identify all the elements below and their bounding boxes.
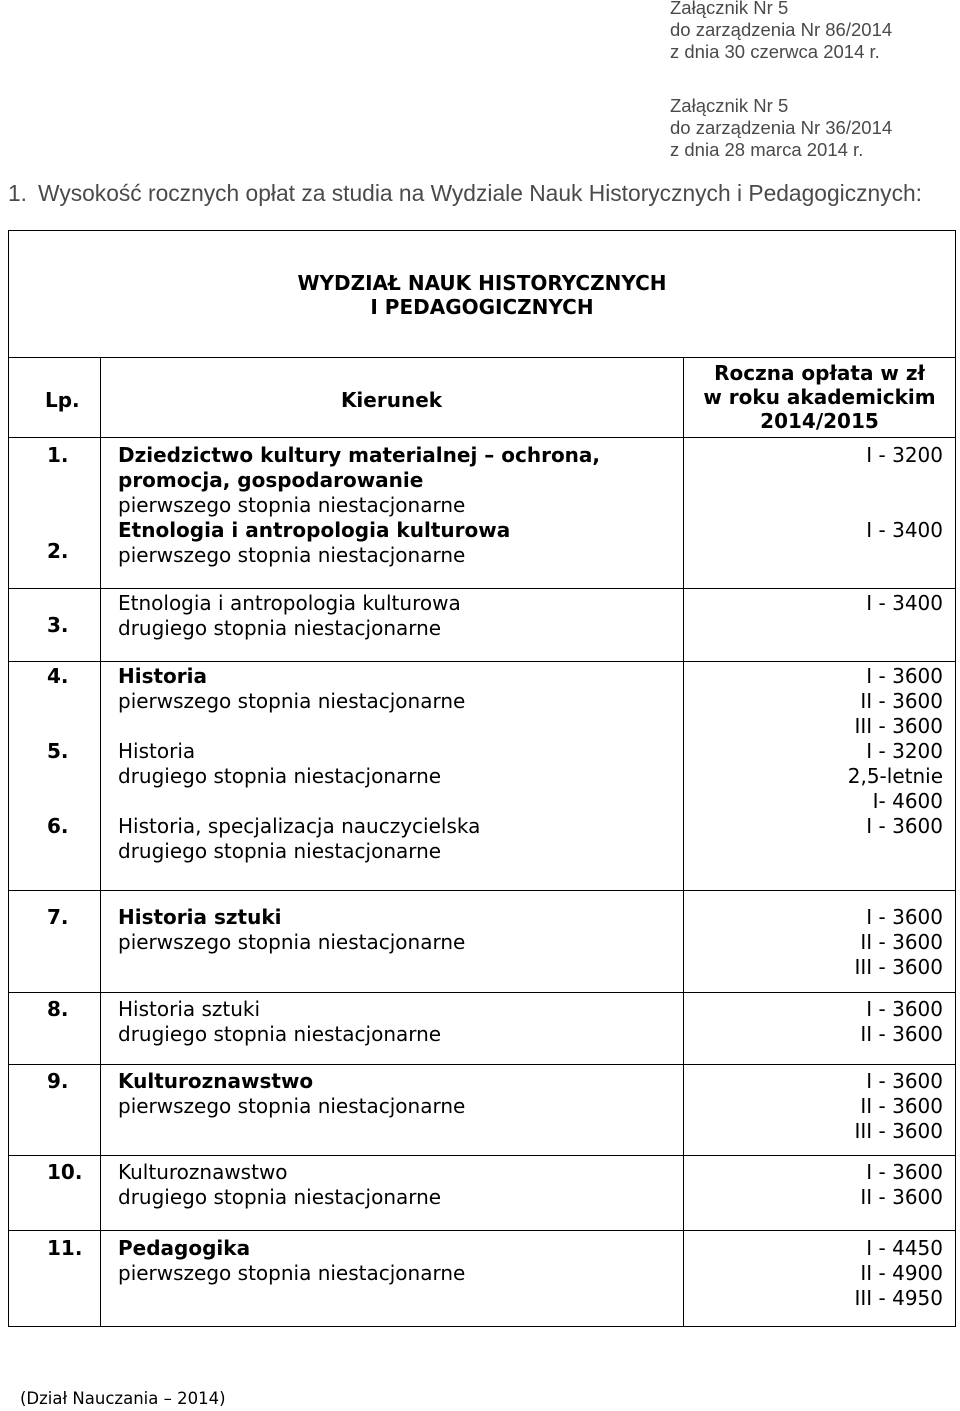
field-cell bbox=[118, 1069, 465, 1119]
section-number: 1. bbox=[8, 180, 28, 206]
fee-line: I - 3600 bbox=[866, 1160, 943, 1184]
fee-cell bbox=[854, 664, 943, 739]
study-level: drugiego stopnia niestacjonarne bbox=[118, 1185, 442, 1209]
fee-cell bbox=[854, 1236, 943, 1311]
fee-line: II - 3600 bbox=[860, 930, 943, 954]
fee-line: II - 3600 bbox=[860, 1094, 943, 1118]
row-number: 4. bbox=[47, 664, 69, 688]
fee-line: III - 4950 bbox=[854, 1286, 943, 1310]
fee-line: I - 3600 bbox=[866, 814, 943, 838]
fee-line: I - 3400 bbox=[866, 518, 943, 542]
field-cell bbox=[118, 1236, 465, 1286]
row-divider bbox=[8, 1064, 956, 1065]
fee-line: II - 3600 bbox=[860, 1185, 943, 1209]
fee-line: III - 3600 bbox=[854, 955, 943, 979]
annotation-line: z dnia 28 marca 2014 r. bbox=[670, 139, 864, 160]
field-cell bbox=[118, 518, 510, 568]
study-level: pierwszego stopnia niestacjonarne bbox=[118, 1094, 466, 1118]
study-level: pierwszego stopnia niestacjonarne bbox=[118, 930, 466, 954]
faculty-heading bbox=[8, 271, 956, 319]
row-number: 2. bbox=[47, 539, 69, 563]
fee-line: III - 3600 bbox=[854, 1119, 943, 1143]
fee-cell bbox=[866, 814, 943, 839]
faculty-heading-line: WYDZIAŁ NAUK HISTORYCZNYCH bbox=[297, 271, 667, 295]
row-number: 1. bbox=[47, 443, 69, 467]
row-number: 10. bbox=[47, 1160, 83, 1184]
field-cell bbox=[118, 814, 480, 864]
field-cell bbox=[118, 997, 441, 1047]
fee-cell bbox=[866, 518, 943, 543]
fee-line: III - 3600 bbox=[854, 714, 943, 738]
field-cell bbox=[118, 591, 461, 641]
study-level: pierwszego stopnia niestacjonarne bbox=[118, 689, 466, 713]
fee-line: I - 3600 bbox=[866, 997, 943, 1021]
column-header-fee bbox=[683, 361, 956, 433]
study-level: drugiego stopnia niestacjonarne bbox=[118, 764, 442, 788]
fee-line: I - 3200 bbox=[866, 443, 943, 467]
column-header-lp: Lp. bbox=[45, 388, 80, 412]
column-header-fee-line: Roczna opłata w zł bbox=[714, 361, 925, 385]
fee-line: II - 4900 bbox=[860, 1261, 943, 1285]
row-number: 7. bbox=[47, 905, 69, 929]
fee-cell bbox=[848, 739, 943, 814]
field-name: Etnologia i antropologia kulturowa bbox=[118, 591, 461, 615]
fee-cell bbox=[854, 905, 943, 980]
fee-cell bbox=[854, 1069, 943, 1144]
row-number: 6. bbox=[47, 814, 69, 838]
field-name: Historia sztuki bbox=[118, 997, 261, 1021]
field-cell bbox=[118, 664, 465, 714]
row-number: 5. bbox=[47, 739, 69, 763]
column-divider bbox=[683, 357, 684, 1327]
field-name: promocja, gospodarowanie bbox=[118, 468, 424, 492]
study-level: drugiego stopnia niestacjonarne bbox=[118, 839, 442, 863]
field-name: Dziedzictwo kultury materialnej – ochrona, bbox=[118, 443, 601, 467]
field-name: Historia sztuki bbox=[118, 905, 282, 929]
annotation-line: z dnia 30 czerwca 2014 r. bbox=[670, 41, 880, 62]
section-title: Wysokość rocznych opłat za studia na Wydziale Nauk Historycznych i Pedagogicznych: bbox=[38, 180, 922, 206]
fee-line: II - 3600 bbox=[860, 689, 943, 713]
footer-note: (Dział Nauczania – 2014) bbox=[20, 1389, 226, 1408]
field-cell bbox=[118, 905, 465, 955]
fee-cell bbox=[860, 1160, 943, 1210]
row-divider bbox=[8, 1230, 956, 1231]
fee-line: I - 3400 bbox=[866, 591, 943, 615]
fee-line: I- 4600 bbox=[872, 789, 943, 813]
annotation-block-current bbox=[670, 0, 892, 63]
row-divider bbox=[8, 1155, 956, 1156]
field-name: Kulturoznawstwo bbox=[118, 1069, 314, 1093]
annotation-line: do zarządzenia Nr 86/2014 bbox=[670, 19, 893, 40]
row-number: 3. bbox=[47, 613, 69, 637]
field-cell bbox=[118, 739, 441, 789]
field-name: Etnologia i antropologia kulturowa bbox=[118, 518, 511, 542]
faculty-heading-line: I PEDAGOGICZNYCH bbox=[370, 295, 594, 319]
row-number: 8. bbox=[47, 997, 69, 1021]
fee-line: I - 3600 bbox=[866, 1069, 943, 1093]
field-name: Historia bbox=[118, 739, 196, 763]
column-header-fee-line: w roku akademickim bbox=[703, 385, 936, 409]
fee-line: II - 3600 bbox=[860, 1022, 943, 1046]
study-level: pierwszego stopnia niestacjonarne bbox=[118, 1261, 466, 1285]
row-divider bbox=[8, 992, 956, 993]
study-level: pierwszego stopnia niestacjonarne bbox=[118, 543, 466, 567]
column-header-fee-line: 2014/2015 bbox=[760, 409, 879, 433]
annotation-block-previous bbox=[670, 95, 892, 161]
field-name: Pedagogika bbox=[118, 1236, 251, 1260]
field-name: Historia, specjalizacja nauczycielska bbox=[118, 814, 481, 838]
annotation-line: Załącznik Nr 5 bbox=[670, 95, 789, 116]
study-level: pierwszego stopnia niestacjonarne bbox=[118, 493, 466, 517]
field-cell bbox=[118, 1160, 441, 1210]
header-divider bbox=[8, 357, 956, 358]
fee-line: I - 3200 bbox=[866, 739, 943, 763]
field-cell bbox=[118, 443, 600, 518]
row-divider bbox=[8, 661, 956, 662]
fee-line: I - 3600 bbox=[866, 905, 943, 929]
fee-cell bbox=[860, 997, 943, 1047]
fee-cell bbox=[866, 443, 943, 468]
fee-line: I - 3600 bbox=[866, 664, 943, 688]
row-number: 11. bbox=[47, 1236, 83, 1260]
study-level: drugiego stopnia niestacjonarne bbox=[118, 616, 442, 640]
fee-line: I - 4450 bbox=[866, 1236, 943, 1260]
column-divider bbox=[100, 357, 101, 1327]
row-divider bbox=[8, 890, 956, 891]
fee-cell bbox=[866, 591, 943, 616]
fee-line: 2,5-letnie bbox=[847, 764, 943, 788]
study-level: drugiego stopnia niestacjonarne bbox=[118, 1022, 442, 1046]
field-name: Historia bbox=[118, 664, 208, 688]
field-name: Kulturoznawstwo bbox=[118, 1160, 288, 1184]
annotation-line: do zarządzenia Nr 36/2014 bbox=[670, 117, 893, 138]
annotation-line: Załącznik Nr 5 bbox=[670, 0, 789, 18]
column-header-divider bbox=[8, 437, 956, 438]
row-divider bbox=[8, 588, 956, 589]
row-number: 9. bbox=[47, 1069, 69, 1093]
column-header-field: Kierunek bbox=[340, 388, 443, 412]
